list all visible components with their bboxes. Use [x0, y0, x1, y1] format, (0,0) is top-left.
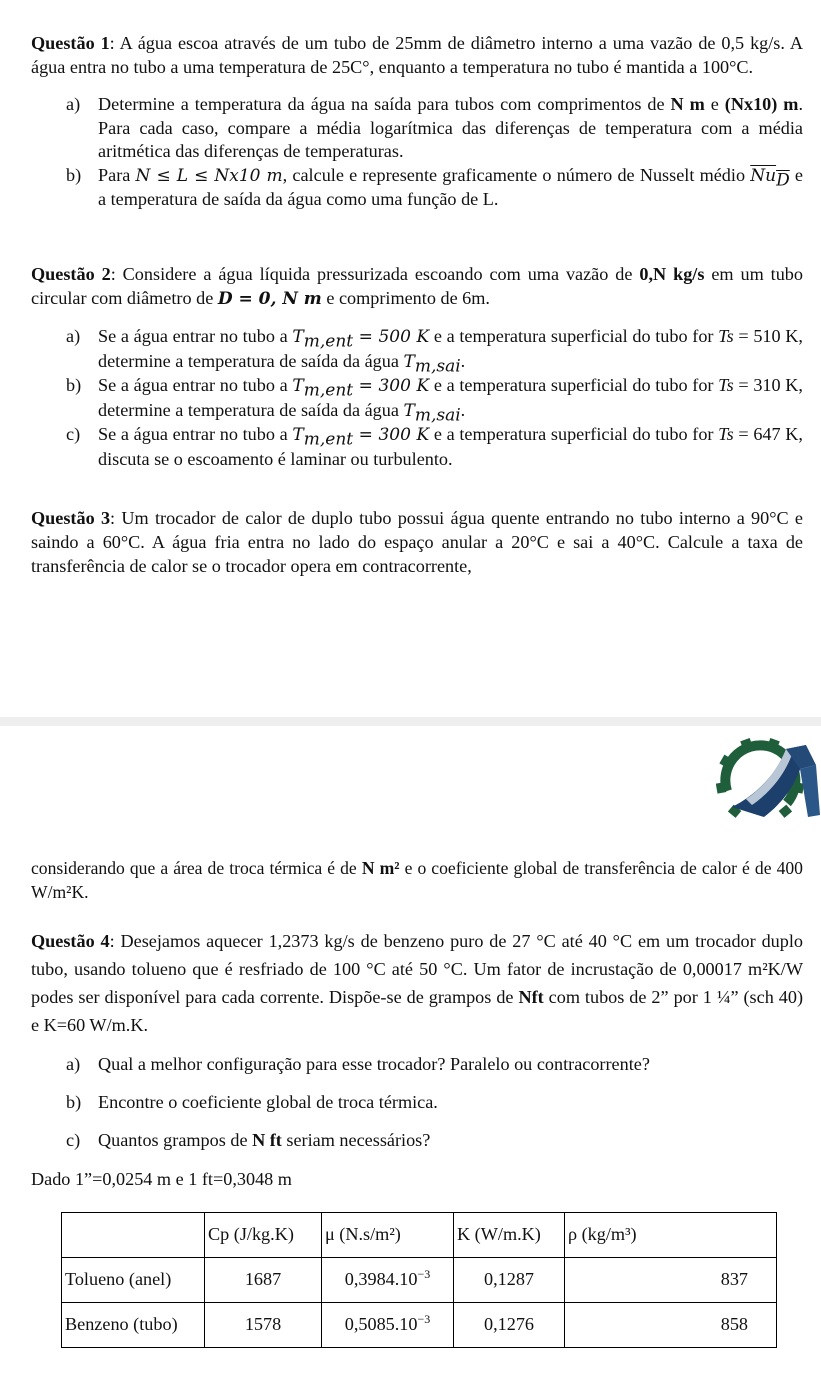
- q4-item-a: a) Qual a melhor configuração para esse trocador? Paralelo ou contracorrente?: [66, 1054, 650, 1074]
- question-1: [31, 32, 803, 212]
- table-header-cell: [62, 1213, 205, 1258]
- table-header-cell: ρ (kg/m³): [565, 1213, 777, 1258]
- properties-table: [61, 1212, 777, 1348]
- table-cell: Tolueno (anel): [62, 1258, 205, 1303]
- table-row: [62, 1303, 777, 1348]
- q1-items: [31, 93, 803, 212]
- table-cell: $0,3984.10^{-3}$: [322, 1258, 454, 1303]
- q4-items: [31, 1053, 803, 1152]
- table-header-row: [62, 1213, 777, 1258]
- table-cell: 1578: [205, 1303, 322, 1348]
- question-3: [31, 506, 803, 578]
- q4-item-b: b) Encontre o coeficiente global de troca térmica.: [66, 1092, 438, 1112]
- table-header-cell: μ (N.s/m²): [322, 1213, 454, 1258]
- q2-item-c: c) Se a água entrar no tubo a $T_{m,ent} = 300$ K e a temperatura superficial do tubo for Ts = 647 K, discuta se o escoamento é laminar ou turbulento.: [66, 424, 803, 469]
- table-cell: 0,1276: [454, 1303, 565, 1348]
- table-header-cell: K (W/m.K): [454, 1213, 565, 1258]
- q2-item-a: a) Se a água entrar no tubo a $T_{m,ent} = 500$ K e a temperatura superficial do tubo for Ts = 510 K, determine a temperatura de saída da água $T_{m,sai}$.: [66, 326, 803, 377]
- question-2: [31, 263, 803, 471]
- q1-item-b: b) Para N ≤ L ≤ Nx10 m, calcule e represente graficamente o número de Nusselt médio $\overline{Nu}_{\overline{D}}$ e a temperatura de saída da água como uma função de L.: [66, 164, 803, 209]
- q1-item-a: a) Determine a temperatura da água na saída para tubos com comprimentos de N m e (Nx10) m. Para cada caso, compare a média logarítmica das diferenças de temperatura com a média aritmética das diferenças de temperaturas.: [66, 94, 803, 161]
- page-divider: [0, 717, 821, 726]
- table-cell: Benzeno (tubo): [62, 1303, 205, 1348]
- q1-title: Questão 1: [31, 33, 110, 53]
- q3-title: Questão 3: [31, 508, 111, 528]
- table-cell: $0,5085.10^{-3}$: [322, 1303, 454, 1348]
- q3-intro: Questão 3: Um trocador de calor de duplo tubo possui água quente entrando no tubo interno a 90°C e saindo a 60°C. A água fria entra no lado do espaço anular a 20°C e sai a 40°C. Calcule a taxa de transferência de calor se o trocador opera em contracorrente,: [31, 508, 804, 576]
- q4-intro: Questão 4: Desejamos aquecer 1,2373 kg/s de benzeno puro de 27 °C até 40 °C em um trocador duplo tubo, usando tolueno que é resfriado de 100 °C até 50 °C. Um fator de incrustação de 0,00017 m²K/W podes ser disponível para cada corrente. Dispõe-se de grampos de Nft com tubos de 2” por 1 ¼” (sch 40) e K=60 W/m.K.: [31, 931, 804, 1035]
- table-header-cell: Cp (J/kg.K): [205, 1213, 322, 1258]
- q2-intro: Questão 2: Considere a água líquida pressurizada escoando com uma vazão de 0,N kg/s em um tubo circular com diâmetro de D = 0, N m e comprimento de 6m.: [31, 264, 803, 309]
- q4-item-c: c) Quantos grampos de N ft seriam necessários?: [66, 1130, 431, 1150]
- q2-item-b: b) Se a água entrar no tubo a $T_{m,ent} = 300$ K e a temperatura superficial do tubo for Ts = 310 K, determine a temperatura de saída da água $T_{m,sai}$.: [66, 375, 803, 426]
- q4-title: Questão 4: [31, 931, 110, 951]
- table-cell: 1687: [205, 1258, 322, 1303]
- table-row: [62, 1258, 777, 1303]
- q2-items: [31, 325, 803, 471]
- q3-cont: considerando que a área de troca térmica é de N m² e o coeficiente global de transferência de calor é de 400 W/m²K.: [31, 858, 803, 902]
- q4-given: Dado 1”=0,0254 m e 1 ft=0,3048 m: [31, 1169, 292, 1189]
- question-4: [31, 927, 803, 1192]
- table-cell: 0,1287: [454, 1258, 565, 1303]
- question-3-continuation: [31, 857, 803, 904]
- q1-intro: Questão 1: A água escoa através de um tubo de 25mm de diâmetro interno a uma vazão de 0,5 kg/s. A água entra no tubo a uma temperatura de 25C°, enquanto a temperatura no tubo é mantida a 100°C.: [31, 33, 803, 77]
- gear-logo-icon: [716, 735, 820, 825]
- table-cell: 837: [565, 1258, 777, 1303]
- q2-title: Questão 2: [31, 264, 111, 284]
- table-cell: 858: [565, 1303, 777, 1348]
